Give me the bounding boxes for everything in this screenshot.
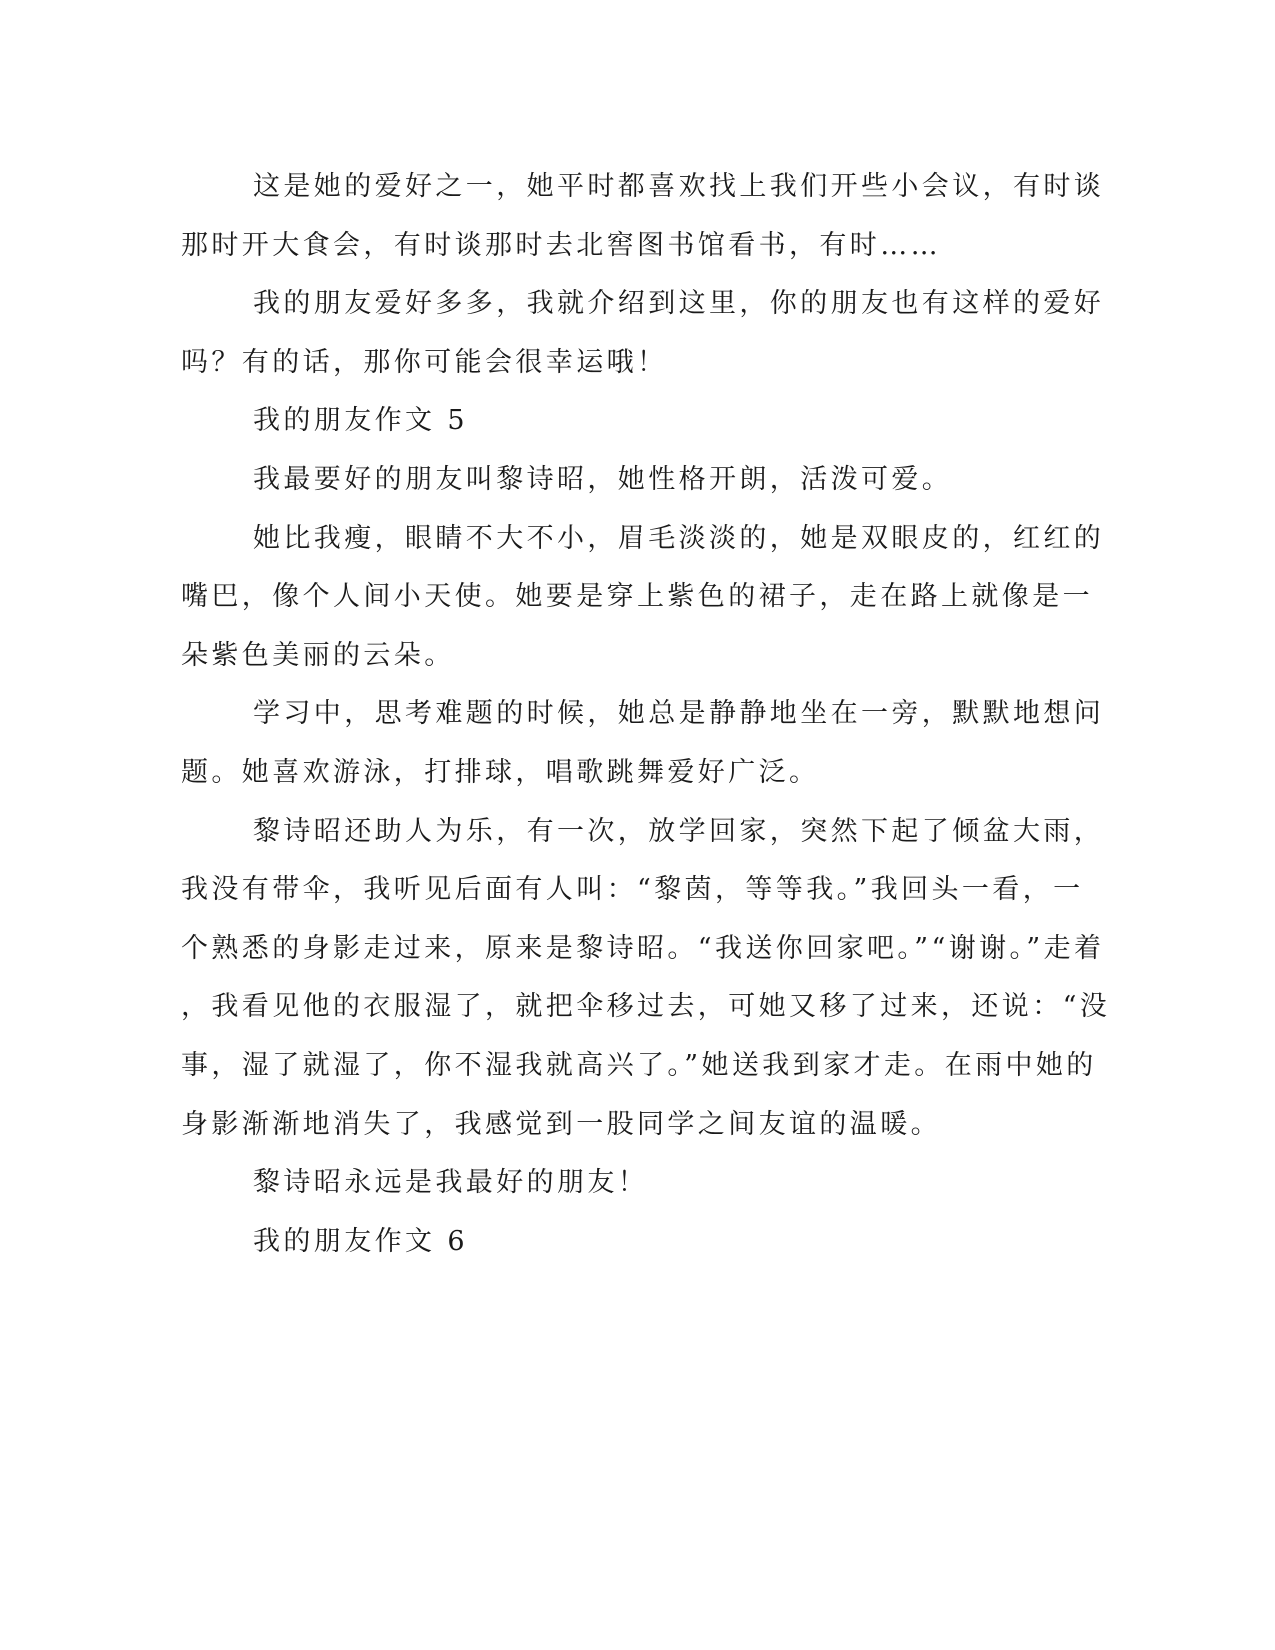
paragraph-appearance (181, 510, 1105, 686)
text-line: 这是她的爱好之一，她平时都喜欢找上我们开些小会议，有时谈 (253, 171, 1105, 202)
paragraph-hobby-meetings (181, 158, 1105, 275)
paragraph-rain-story (181, 803, 1111, 1155)
text-line: 黎诗昭永远是我最好的朋友！ (253, 1167, 649, 1199)
document-body (181, 158, 1111, 1271)
essay-heading-5 (181, 392, 1031, 451)
paragraph-best-friend (181, 451, 1031, 510)
text-line: 身影渐渐地消失了，我感觉到一股同学之间友谊的温暖。 (181, 1108, 941, 1140)
text-line: 朵紫色美丽的云朵。 (181, 639, 455, 671)
text-line: 黎诗昭还助人为乐，有一次，放学回家，突然下起了倾盆大雨， (253, 815, 1105, 847)
text-line: 吗？有的话，那你可能会很幸运哦！ (181, 346, 668, 378)
text-line: 我没有带伞，我听见后面有人叫：“黎茵，等等我。”我回头一看，一 (181, 874, 1084, 906)
essay-heading-6 (181, 1213, 1031, 1272)
text-line: 学习中，思考难题的时候，她总是静静地坐在一旁，默默地想问 (253, 698, 1105, 730)
paragraph-study (181, 685, 1105, 802)
text-line: ，我看见他的衣服湿了，就把伞移过去，可她又移了过来，还说：“没 (181, 991, 1111, 1023)
text-line: 题。她喜欢游泳，打排球，唱歌跳舞爱好广泛。 (181, 756, 820, 788)
paragraph-conclusion (181, 1154, 1031, 1213)
heading-text: 我的朋友作文 5 (253, 405, 468, 437)
heading-text: 我的朋友作文 6 (253, 1225, 468, 1257)
text-line: 我最要好的朋友叫黎诗昭，她性格开朗，活泼可爱。 (253, 463, 953, 495)
text-line: 她比我瘦，眼睛不大不小，眉毛淡淡的，她是双眼皮的，红红的 (253, 522, 1105, 554)
text-line: 我的朋友爱好多多，我就介绍到这里，你的朋友也有这样的爱好 (253, 288, 1105, 320)
text-line: 个熟悉的身影走过来，原来是黎诗昭。“我送你回家吧。”“谢谢。”走着 (181, 932, 1105, 964)
paragraph-many-hobbies (181, 275, 1105, 392)
text-line: 事，湿了就湿了，你不湿我就高兴了。”她送我到家才走。在雨中她的 (181, 1049, 1097, 1081)
text-line: 那时开大食会，有时谈那时去北窖图书馆看书，有时…… (181, 229, 941, 261)
text-line: 嘴巴，像个人间小天使。她要是穿上紫色的裙子，走在路上就像是一 (181, 581, 1093, 613)
